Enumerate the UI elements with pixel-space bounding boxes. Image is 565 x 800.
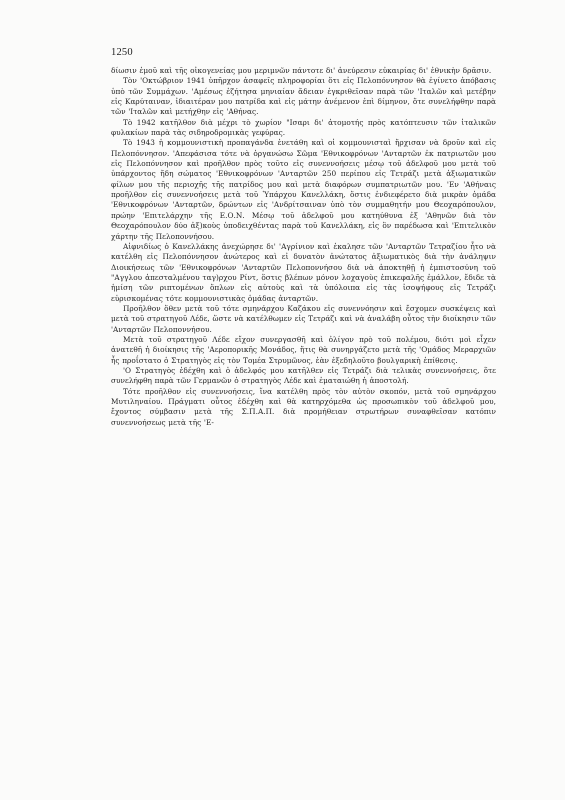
paragraph-2: Τὸν 'Οκτώβριον 1941 ὑπῆρχον ἀσαφεῖς πληροφορίαι ὅτι εἰς Πελοπόννησον θὰ ἐγίνετο ἀπόβασις ὑπὸ τῶν Συμμάχων. 'Αμέσως ἐζήτησα μηνιαίαν ἄδειαν ἐγκριθεῖσαν παρὰ τῶν 'Ιταλῶν καὶ μετέβην εἰς Καρύταιναν, ἰδιαιτέραν μου πατρίδα καὶ εἰς μάτην ἀνέμενον ἐπὶ δίμηνον, ὅτε συνελήφθην παρὰ τῶν 'Ιταλῶν καὶ μετήχθην εἰς 'Αθήνας. [111,76,496,117]
paragraph-3: Τὸ 1942 κατῆλθον διὰ μέχρι τὸ χωρίον "Ισαρι δι' ἀτομοτής πρὸς κατόπτευσιν τῶν ἰταλικῶν φυλακίων παρὰ τὰς σιδηροδρομικὰς γεφύρας. [111,117,496,138]
body-text [111,66,496,428]
paragraph-9: Τότε προῆλθον εἰς συνεννοήσεις, ἵνα κατέλθη πρὸς τὸν αὐτὸν σκοπόν, μετὰ τοῦ σμηνάρχου Μυτιληναίου. Πράγματι οὗτος ἐδέχθη καὶ θὰ κατηρχόμεθα ὡς προσωπικὸν τοῦ ἀδελφοῦ μου, ἔχοντος σύμβασιν μετὰ τῆς Σ.Π.Α.Π. διὰ προμήθειαν στρωτήρων συναφθεῖσαν κατόπιν συνεννοήσεως μετὰ τῆς 'Ε- [111,386,496,427]
paragraph-5: Αἰφνιδίως ὁ Κανελλάκης ἀνεχώρησε δι' 'Αγρίνιον καὶ ἐκαλησε τῶν 'Ανταρτῶν Τετραζίου ἦτο νὰ κατέλθη εἰς Πελοπόννησον ἀνώτερος καὶ εἰ δυνατὸν ἀνώτατος ἀξιωματικὸς διὰ τὴν ἀνάληψιν Διοικήσεως τῶν 'Εθνικοφρόνων 'Ανταρτῶν Πελοποννήσου διὰ νὰ ἀποκτηθῇ ἡ ἐμπιστοσύνη τοῦ "Αγγλου ἀπεσταλμένου ταγ)ρχου Ρίντ, ὅστις βλέπων μόνον λοχαγοὺς ἐπικεφαλῆς ἐμάλλον, ἔδιδε τὰ ἡμίση τῶν ριπτομένων ὅπλων εἰς αὐτοὺς καὶ τὰ ὑπόλοιπα εἰς τὰς ἰσοψήφους εἰς Τετράζι εὑρισκομένας τότε κομμουνιστικὰς ὁμάδας ἀνταρτῶν. [111,241,496,303]
paragraph-4: Τὸ 1943 ἡ κομμουνιστικὴ προπαγάνδα ἐνετάθη καὶ οἱ κομμουνισταὶ ἤρχισαν νὰ δροῦν καὶ εἰς Πελοπόννησον. 'Απεφάσισα τότε νὰ ὀργανώσω Σῶμα 'Εθνικοφρόνων 'Ανταρτῶν ἐκ πατριωτῶν μου εἰς Πελοπόννησον καὶ προῆλθον πρὸς τοῦτο εἰς συνεννοήσεις μέσῳ τοῦ ἀδελφοῦ μου μετὰ τοῦ ὑπάρχοντος ἤδη σώματος 'Εθνικοφρόνων 'Ανταρτῶν 250 περίπου εἰς Τετράζι μετὰ ἀξιωματικῶν φίλων μου τῆς περιοχῆς τῆς πατρίδος μου καὶ μετὰ διαφόρων συμπατριωτῶν μου. 'Εν 'Αθήναις προῆλθον εἰς συνεννοήσεις μετὰ τοῦ Ὑπάρχου Κανελλάκη, ὅστις ἐνδιεφέρετο διὰ μικρὰν ὁμάδα 'Εθνικοφρόνων 'Ανταρτῶν, δρώντων εἰς 'Ανδρίτσαιναν ὑπὸ τὸν συμμαθητήν μου Θεοχαρόπουλον, πρώην 'Επιτελάρχην τῆς Ε.Ο.Ν. Μέσῳ τοῦ ἀδελφοῦ μου κατηύθυνα ἐξ 'Αθηνῶν διὰ τὸν Θεοχαρόπουλον δύο ἀξ)κοὺς ὑποδειχθέντας παρὰ τοῦ Κανελλάκη, εἰς ὃν παρέδωσα καὶ 'Επιτελικὸν χάρτην τῆς Πελοποννήσου. [111,138,496,241]
paragraph-8: 'Ο Στρατηγὸς ἐδέχθη καὶ ὁ ἀδελφός μου κατῆλθεν εἰς Τετράζι διὰ τελικὰς συνεννοήσεις, ὅτε συνελήφθη παρὰ τῶν Γερμανῶν ὁ στρατηγὸς Λέδε καὶ ἐματαιώθη ἡ ἀποστολή. [111,365,496,386]
paragraph-1: δίωσιν ἐμοῦ καὶ τῆς οἰκογενείας μου μεριμνῶν πάντοτε δι' ἀνεύρεσιν εὐκαιρίας δι' ἐθνικὴν δρᾶσιν. [111,66,492,75]
page-number: 1250 [111,47,133,58]
paragraph-6: Προῆλθον ὅθεν μετὰ τοῦ τότε σμηνάρχου Καζάκου εἰς συνεννόησιν καὶ ἔσχομεν συσκέψεις καὶ μετὰ τοῦ στρατηγοῦ Λέδε, ὥστε νὰ κατέλθωμεν εἰς Τετράζι καὶ νὰ ἀναλάβη οὗτος τὴν διοίκησιν τῶν 'Ανταρτῶν Πελοποννήσου. [111,303,496,334]
paragraph-7: Μετὰ τοῦ στρατηγοῦ Λέδε εἴχον συνεργασθῆ καὶ ὀλίγον πρὸ τοῦ πολέμου, διότι μοὶ εἶχεν ἀνατεθῆ ἡ διοίκησις τῆς 'Αεροπορικῆς Μονάδος, ἥτις θὰ συνηργάζετο μετὰ τῆς 'Ομάδος Μεραρχιῶν ἧς προΐστατο ὁ Στρατηγὸς εἰς τὸν Τομέα Στρυμῶνος, ἐὰν ἐξεδηλοῦτο βουλγαρικὴ ἐπίθεσις. [111,334,496,365]
